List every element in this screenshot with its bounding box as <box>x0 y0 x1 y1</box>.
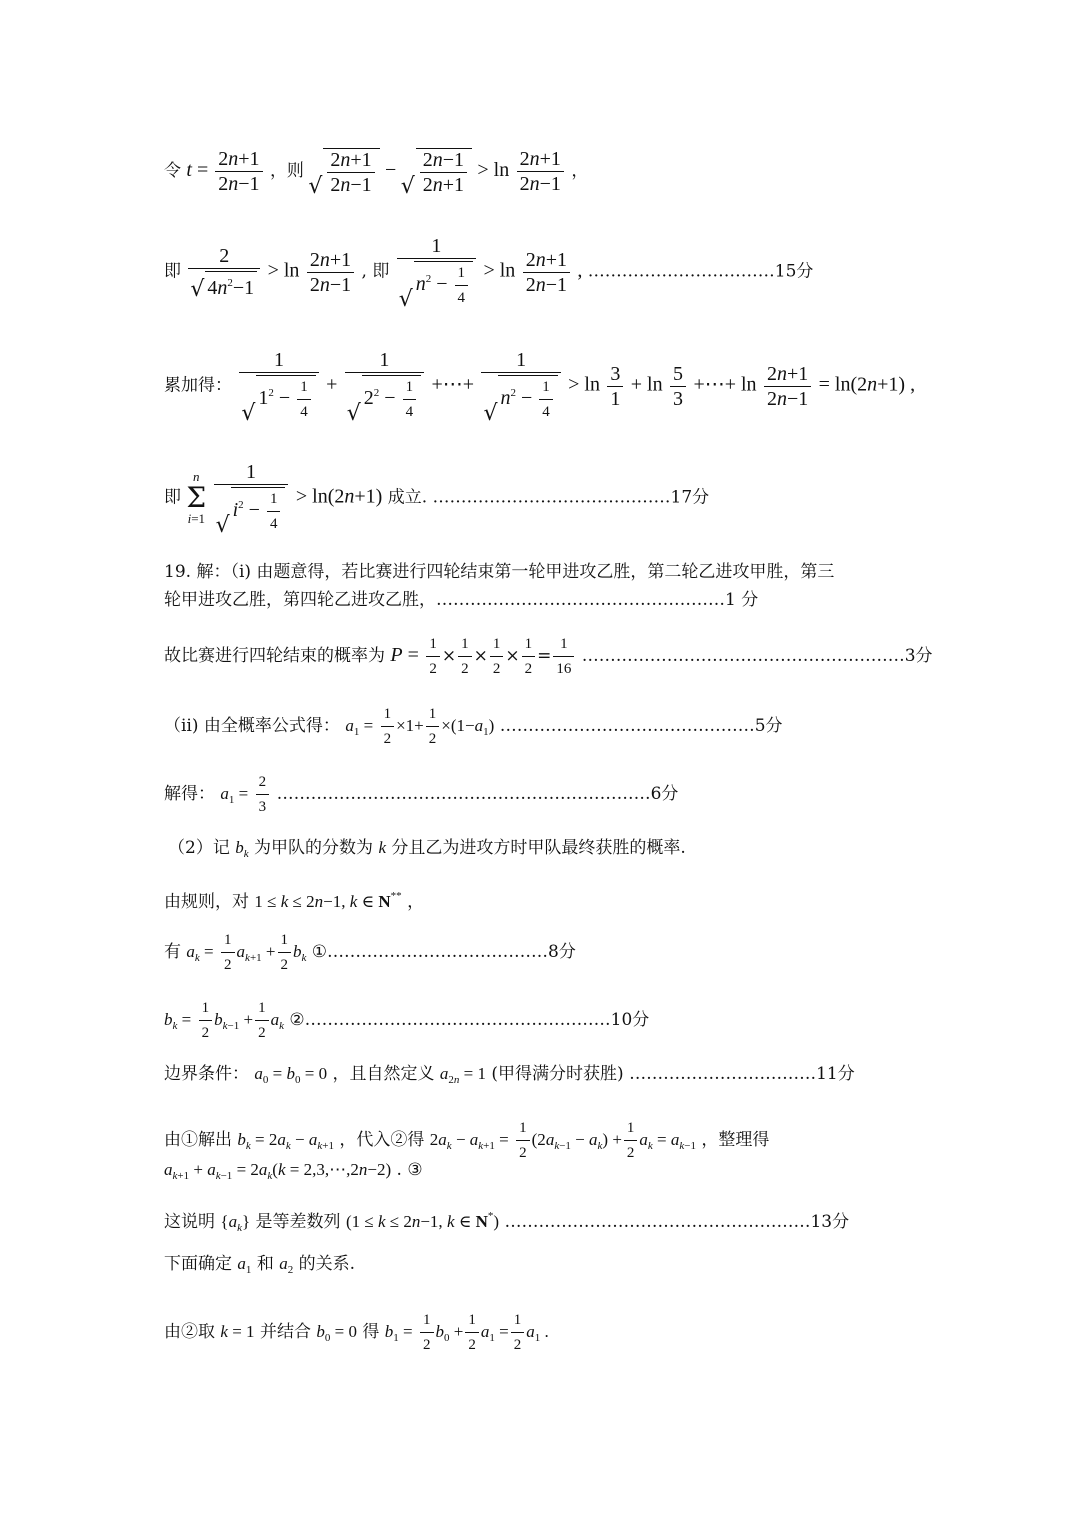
part2-relation: 下面确定 $a_1$ 和 $a_2$ 的关系. <box>164 1254 356 1276</box>
score-marker: …………………………………………………3分 <box>581 646 933 666</box>
q19-probability: 故比赛进行四轮结束的概率为 P = $\frac{1}{2}$ × $\frac{1}{2}$ × $\frac{1}{2}$ × $\frac{1}{2}$ = $\frac{1}{16}$ …………………………………………………3分 <box>164 636 933 677</box>
q19-line-1 <box>164 562 834 582</box>
score-marker: ………………………………………………13分 <box>504 1212 850 1232</box>
score-marker: …………………………………8分 <box>327 942 576 962</box>
q19-solution: 解得： $a_1$ = $\frac{2}{3}$ …………………………………………………………6分 <box>164 774 679 815</box>
part2-b1: 由②取 k = 1 并结合 $b_0 = 0$ 得 $b_1$ = $\frac{1}{2}$ $b_0$ + $\frac{1}{2}$ $a_1$ = $\frac{1}{2}$ $a_1$ . <box>164 1312 549 1353</box>
score-marker: ………………………………………………10分 <box>304 1010 650 1030</box>
text: 轮甲进攻乙胜，第四轮乙进攻乙胜，……………………………………………1 分 <box>164 590 759 610</box>
text: ，且自然定义 <box>332 1064 435 1084</box>
text: 即 <box>164 487 181 508</box>
text: ，整理得 <box>701 1130 770 1150</box>
text: 有 <box>164 942 181 962</box>
part2-eq1: 有 $a_k$ = $\frac{1}{2}$ $a_{k+1}$ + $\frac{1}{2}$ $b_k$ ①…………………………………8分 <box>164 932 576 973</box>
text: （2）记 <box>168 838 230 858</box>
text: ，则 <box>269 161 304 181</box>
score-marker: ……………………………………17分 <box>432 487 710 508</box>
text: 即 <box>164 261 181 282</box>
text: 故比赛进行四轮结束的概率为 <box>164 646 385 666</box>
line-inequality: 即 2 √ $4n^2-1$ > ln $\frac{2n+1}{2n-1}$ , 即 1 √ $n^2$ − $\frac{1}{4}$ > ln $\frac{2n+1}{2n-1}$ , ……………………………15分 <box>164 236 813 308</box>
part2-arithmetic: 这说明 $\{a_k\}$ 是等差数列 (1 ≤ k ≤ 2n−1, k ∈ N*) ………………………………………………13分 <box>164 1210 850 1234</box>
part2-eq2: $b_k$ = $\frac{1}{2}$ $b_{k-1}$ + $\frac{1}{2}$ $a_k$ ②………………………………………………10分 <box>164 1000 650 1041</box>
text: （ⅱ) 由全概率公式得： <box>164 716 340 736</box>
text: 边界条件： <box>164 1064 249 1084</box>
text: 这说明 <box>164 1212 215 1232</box>
text: 由规则，对 <box>164 892 249 912</box>
text: 成立. <box>387 487 428 508</box>
line-substitution: 令 t = $\frac{2n+1}{2n-1}$ ，则 √ $\frac{2n+1}{2n-1}$ − √ $\frac{2n-1}{2n+1}$ > ln $\frac{2n+1}{2n-1}$ ， <box>164 148 588 195</box>
text: 分且乙为进攻方时甲队最终获胜的概率. <box>391 838 686 858</box>
text: ， <box>571 161 589 181</box>
fraction: $\frac{2n+1}{2n-1}$ <box>215 149 262 194</box>
text: 累加得： <box>164 375 232 396</box>
text: 下面确定 <box>164 1254 232 1274</box>
text: 令 <box>164 161 181 181</box>
text: 由②取 <box>164 1322 215 1342</box>
q19-line-2 <box>164 590 758 610</box>
text: 19. 解：（ⅰ) 由题意得，若比赛进行四轮结束第一轮甲进攻乙胜，第二轮乙进攻甲胜，第三 <box>164 562 835 582</box>
text: ， <box>407 892 425 912</box>
text: 并结合 <box>259 1322 311 1342</box>
text: , 即 <box>361 261 390 282</box>
part2-rule: 由规则，对 1 ≤ k ≤ 2n−1, k ∈ N** ， <box>164 890 425 912</box>
score-marker: ………………………………………5分 <box>499 716 783 736</box>
part2-boundary: 边界条件： $a_0 = b_0 = 0$ ，且自然定义 $a_{2n} = 1$ (甲得满分时获胜) ……………………………11分 <box>164 1064 855 1086</box>
text: 和 <box>256 1254 274 1274</box>
score-marker: ……………………………15分 <box>587 261 814 282</box>
text: ，代入②得 <box>339 1130 425 1150</box>
text: 得 <box>362 1322 380 1342</box>
text: 由①解出 <box>164 1130 232 1150</box>
q19-total-probability: （ⅱ) 由全概率公式得： $a_1$ = $\frac{1}{2}$ ×1+ $\frac{1}{2}$ $\times(1-a_1)$ ………………………………………5分 <box>164 706 783 747</box>
line-summation: 累加得： 1 √ $1^2$ − $\frac{1}{4}$ + 1 √ $2^2$ − $\frac{1}{4}$ +⋯+ 1 √ $n^2$ − $\frac{1}{4}$ > ln $\frac{3}{1}$ + ln $\frac{5}{3}$ +⋯+ ln $\frac{2n+1}{2n-1}$ = ln(2n+1) , <box>164 350 915 422</box>
text: 为甲队的分数为 <box>254 838 374 858</box>
part2-recurrence: $a_{k+1} + a_{k-1} = 2a_k(k$ = 2,3,⋯,2n−2) . ③ <box>164 1160 423 1182</box>
text: . ③ <box>396 1160 423 1180</box>
text: 的关系. <box>298 1254 356 1274</box>
score-marker: …………………………………………………………6分 <box>276 784 679 804</box>
part2-derivation: 由①解出 $b_k = 2a_k - a_{k+1}$ ，代入②得 $2a_k - a_{k+1}$ = $\frac{1}{2}$ $(2a_{k-1} - a_k)$ + $\frac{1}{2}$ $a_k = a_{k-1}$ ，整理得 <box>164 1120 770 1161</box>
line-conclusion: 即 n Σ i=1 1 √ $i^2$ − $\frac{1}{4}$ > ln(2n+1) 成立. ……………………………………17分 <box>164 462 709 534</box>
text: 解得： <box>164 784 215 804</box>
text: 是等差数列 <box>255 1212 341 1232</box>
part2-definition: （2）记 $b_k$ 为甲队的分数为 k 分且乙为进攻方时甲队最终获胜的概率. <box>168 838 686 860</box>
text: (甲得满分时获胜) ……………………………11分 <box>491 1064 855 1084</box>
